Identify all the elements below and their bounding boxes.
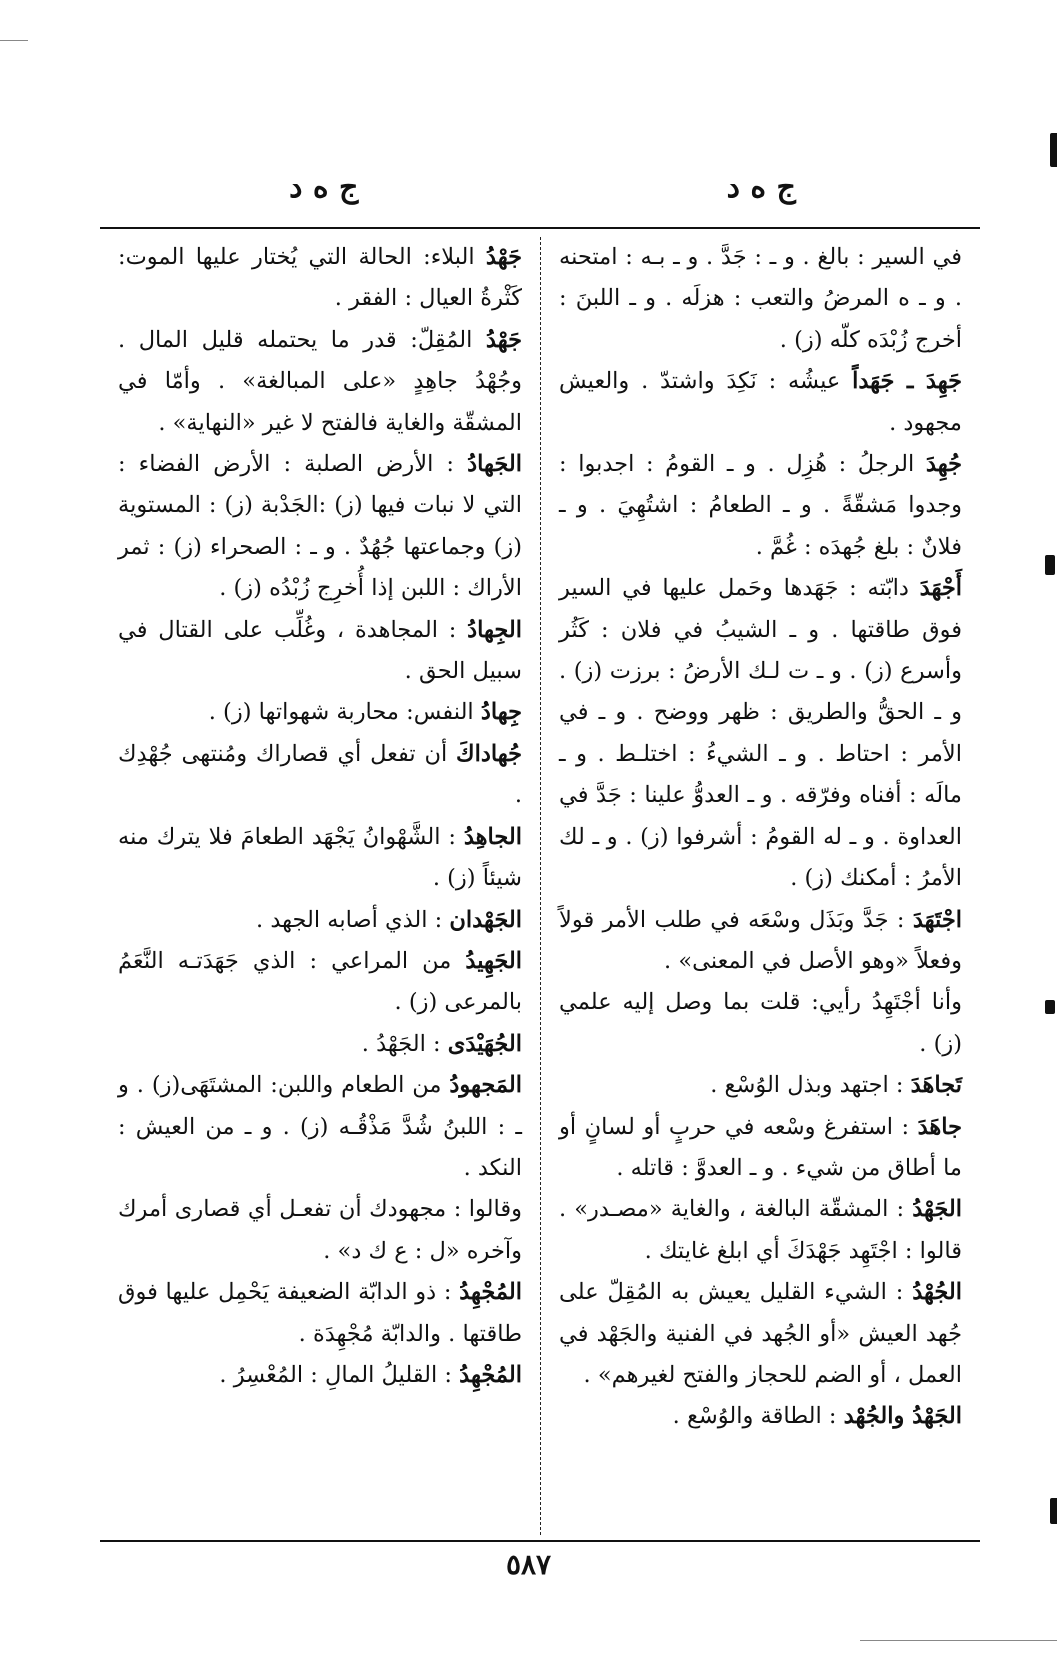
footer-rule xyxy=(100,1540,980,1542)
dictionary-entry xyxy=(118,900,522,941)
entry-headword: المَجهودُ xyxy=(449,1072,522,1099)
entry-definition: : المشقّة البالغة ، والغاية «مصـدر» . قالوا : اجْتَهِد جَهْدَكَ أي ابلغ غايتك . xyxy=(559,1196,962,1264)
entry-definition: الرجلُ : هُزِل . و ـ القومُ : اجدبوا : وجدوا مَشقّةً . و ـ الطعامُ : اشتُهِيَ . و ـ فلانٌ : بلغ جُهدَه : غُمَّ . xyxy=(559,451,962,560)
entry-headword: جِهادُ xyxy=(480,699,522,726)
dictionary-entry xyxy=(118,444,522,610)
entry-definition: وأنا أجْتَهِدُ رأيي: قلت بما وصل إليه علمي (ز) . xyxy=(559,989,962,1057)
entry-definition: المُقِلّ: قدر ما يحتمله قليل المال . وجُهْدُ جاهِدٍ «على المبالغة» . وأمّا في المشقّة والغاية فالفتح لا غير «النهاية» . xyxy=(118,326,522,436)
dictionary-entry xyxy=(559,1189,962,1272)
entry-definition: : الشيء القليل يعيش به المُقِلّ على جُهد العيش «أو الجُهد في الفنية والجَهْد في العمل ، أو الضم للحجاز والفتح لغيرهم» . xyxy=(559,1279,962,1388)
dictionary-entry xyxy=(118,1272,522,1355)
entry-definition: : الذي أصابه الجهد . xyxy=(256,906,443,933)
entry-headword: جَهْدُ xyxy=(485,326,523,353)
dictionary-entry xyxy=(118,941,522,1024)
entry-headword: اجْتَهَدَ xyxy=(912,906,962,933)
dictionary-entry xyxy=(559,900,962,983)
entry-definition: : الطاقة والوُسْع . xyxy=(672,1403,837,1430)
entry-columns xyxy=(100,237,980,1535)
dictionary-entry xyxy=(559,1065,962,1106)
entry-definition: : الأرض الصلبة : الأرض الفضاء : التي لا نبات فيها (ز) :الجَدْبة (ز) : المستوية (ز) وجماعتها جُهُدٌ . و ـ : الصحراء (ز) : ثمر الأراك : اللبن إذا أُخرِج زُبْدُه (ز) . xyxy=(118,451,522,602)
dictionary-entry xyxy=(118,1189,522,1272)
dictionary-entry xyxy=(559,444,962,568)
entry-headword: جَهْدُ xyxy=(485,244,522,270)
entry-definition: عيشُه : نَكِدَ واشتدّ . والعيش مجهود . xyxy=(559,368,962,436)
dictionary-entry xyxy=(559,1396,962,1437)
entry-definition: أن تفعل أي قصاراك ومُنتهى جُهْدِك . xyxy=(118,740,522,809)
entry-definition: : ذو الدابّة الضعيفة يَحْمِل عليها فوق طاقتها . والدابّة مُجْهِدَة . xyxy=(118,1279,522,1347)
entry-headword: الجُهَيْدَى xyxy=(447,1030,522,1057)
dictionary-entry xyxy=(118,1024,522,1065)
dictionary-entry xyxy=(118,817,522,900)
entry-headword: المُجْهِدُ xyxy=(459,1361,522,1388)
entry-definition: : الجَهْدُ . xyxy=(361,1030,441,1057)
entry-headword: جُهِدَ xyxy=(925,451,963,478)
scan-corner-mark xyxy=(0,40,28,41)
dictionary-entry xyxy=(559,237,962,361)
entry-definition: في السير : بالغ . و ـ : جَدَّ . و ـ بـه : امتحنه . و ـ ه المرضُ والتعب : هزلَه . و ـ اللبنَ : أخرج زُبْدَه كلّه (ز) . xyxy=(559,244,962,353)
scan-edge-mark xyxy=(1050,1498,1057,1524)
entry-headword: جاهَدَ xyxy=(917,1113,963,1140)
entry-definition: : الشَّهْوانُ يَجْهَد الطعامَ فلا يترك منه شيئاً (ز) . xyxy=(118,823,522,892)
entry-headword: المُجْهِدُ xyxy=(459,1279,523,1306)
entry-headword: الجِهادُ xyxy=(467,616,522,643)
dictionary-entry xyxy=(559,982,962,1065)
entry-headword: جَهِدَ ـ جَهَداً xyxy=(852,368,962,395)
dictionary-entry xyxy=(559,568,962,899)
scan-edge-mark xyxy=(1050,133,1057,167)
dictionary-entry xyxy=(559,1107,962,1190)
dictionary-entry xyxy=(559,1272,962,1396)
entry-definition: دابّته : جَهَدها وحَمل عليها في السير فوق طاقتها . و ـ الشيبُ في فلان : كَثُر وأسرع (ز) . و ـ ت لـك الأرضُ : برزت (ز) . و ـ الحقُّ والطريق : ظهر ووضح . و ـ في الأمر : احتاط . و ـ الشيءُ : اختلـط . و ـ مالَه : أفناه وفرّقه . و ـ العدوُّ علينا : جَدَّ في العداوة . و ـ له القومُ : أشرفوا (ز) . و ـ لك الأمرُ : أمكنك (ز) . xyxy=(559,575,962,892)
dictionary-entry xyxy=(118,692,522,733)
entry-definition: وقالوا : مجهودك أن تفعـل أي قصارى أمرك وآخره «ل : ع ك د» . xyxy=(118,1196,522,1264)
left-column xyxy=(100,237,540,1535)
dictionary-entry xyxy=(118,1355,522,1396)
entry-headword: تَجاهَدَ xyxy=(910,1072,962,1099)
entry-definition: : القليلُ المالِ : المُعْسِرُ . xyxy=(219,1361,453,1388)
page-header xyxy=(105,170,980,220)
left-column-guide-word: ج ه د xyxy=(289,170,359,205)
entry-definition: : اجتهد وبذل الوُسْع . xyxy=(710,1072,904,1099)
entry-headword: أَجْهَدَ xyxy=(919,575,963,602)
entry-definition: : جَدَّ وبَذَل وسْعَه في طلب الأمر قولاً وفعلاً «وهو الأصل في المعنى» . xyxy=(559,906,962,974)
right-column-guide-word: ج ه د xyxy=(726,170,796,205)
dictionary-entry xyxy=(118,610,522,693)
entry-headword: الجَهْدان xyxy=(449,906,522,933)
entry-definition: البلاء: الحالة التي يُختار عليها الموت: كَثْرةُ العيال : الفقر . xyxy=(118,244,522,312)
entry-definition: النفس: محاربة شهواتها (ز) . xyxy=(208,699,474,726)
dictionary-entry xyxy=(118,237,522,320)
entry-definition: من المراعي : الذي جَهَدَتـه النَّعَمُ بالمرعى (ز) . xyxy=(118,947,522,1016)
dictionary-entry xyxy=(118,1065,522,1189)
entry-headword: الجَهِيدُ xyxy=(465,947,522,974)
scan-edge-mark xyxy=(1045,1000,1055,1014)
scan-bottom-line xyxy=(860,1640,1057,1641)
entry-definition: : المجاهدة ، وغُلِّب على القتال في سبيل الحق . xyxy=(118,616,522,685)
entry-headword: جُهاداكَ xyxy=(456,740,522,767)
header-rule xyxy=(100,227,980,229)
scan-edge-mark xyxy=(1045,555,1055,575)
entry-headword: الجاهِدُ xyxy=(463,823,523,850)
entry-definition: : استفرغ وسْعه في حربٍ أو لسانٍ أو ما أطاق من شيء . و ـ العدوَّ : قاتله . xyxy=(559,1113,962,1181)
dictionary-entry xyxy=(559,361,962,444)
dictionary-entry xyxy=(118,320,522,444)
entry-headword: الجَهادُ xyxy=(467,451,523,478)
dictionary-entry xyxy=(118,734,522,817)
page-number: ٥٨٧ xyxy=(505,1548,552,1581)
entry-headword: الجُهْدُ xyxy=(912,1279,963,1306)
right-column xyxy=(540,237,980,1535)
entry-definition: من الطعام واللبن: المشتَهَى(ز) . و ـ : اللبنُ شُدَّ مَذْقُـه (ز) . و ـ من العيش : النكد . xyxy=(118,1072,522,1181)
entry-headword: الجَهْدُ والجُهْد xyxy=(843,1403,962,1430)
entry-headword: الجَهْدُ xyxy=(912,1196,963,1223)
